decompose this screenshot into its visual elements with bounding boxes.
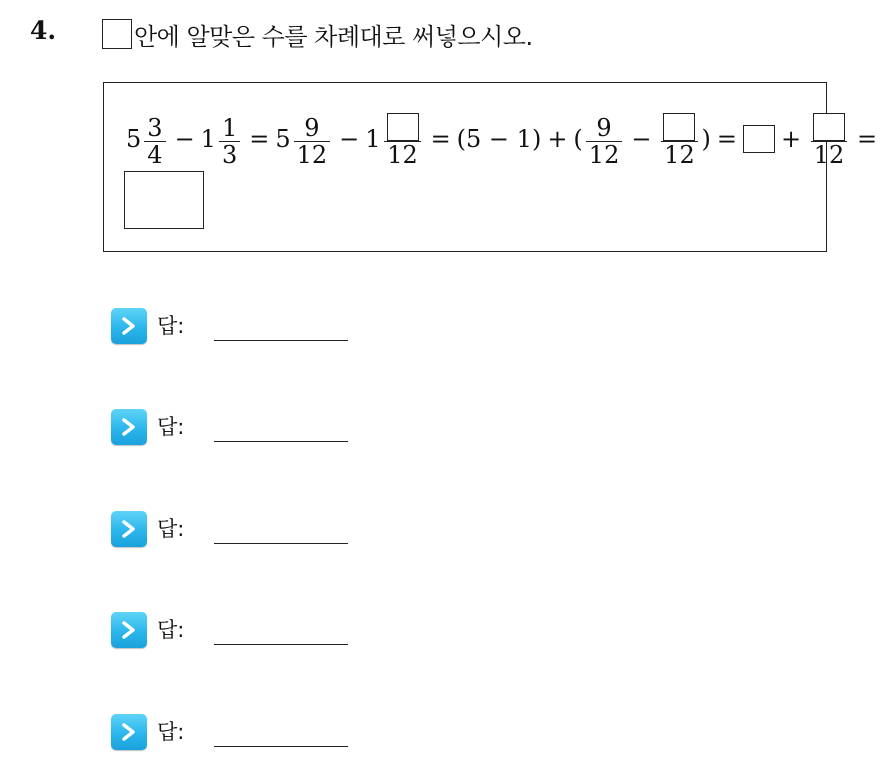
answer-label: 답: (157, 415, 185, 439)
numerator: 1 (221, 114, 238, 142)
answer-blank-large[interactable] (124, 171, 204, 229)
whole-number: 5 (126, 124, 142, 153)
answer-line[interactable] (214, 543, 348, 544)
answer-blank[interactable] (813, 113, 845, 141)
denominator: 12 (294, 141, 331, 168)
denominator: 4 (144, 141, 165, 168)
equals-sign: = (249, 124, 270, 153)
equals-sign: = (857, 124, 878, 153)
numerator: 3 (147, 114, 163, 142)
numerator (810, 109, 848, 141)
instruction-text: 안에 알맞은 수를 차례대로 써넣으시오. (134, 22, 533, 51)
answer-line[interactable] (214, 746, 348, 747)
paren-group: (5 − 1) (456, 124, 542, 153)
minus-sign: − (339, 124, 360, 153)
answer-label: 답: (157, 618, 185, 642)
answer-row (111, 511, 371, 551)
numerator: 9 (596, 114, 612, 142)
question-instruction (102, 17, 533, 51)
answer-line[interactable] (214, 441, 348, 442)
minus-sign: − (174, 124, 195, 153)
minus-sign: − (631, 124, 652, 153)
answer-row (111, 409, 371, 449)
answer-blank[interactable] (387, 113, 419, 141)
answer-line[interactable] (214, 340, 348, 341)
denominator: 12 (586, 141, 623, 168)
equation-box (103, 82, 878, 252)
left-paren: ( (573, 124, 583, 153)
answer-row (111, 612, 371, 652)
answer-line[interactable] (214, 644, 348, 645)
equation (126, 109, 883, 168)
answer-row (111, 714, 371, 754)
answer-row (111, 308, 371, 348)
answer-label: 답: (157, 720, 185, 744)
chevron-right-icon[interactable] (111, 612, 147, 648)
numerator: 9 (304, 114, 320, 142)
whole-number: 5 (275, 124, 291, 153)
answer-blank[interactable] (663, 113, 695, 141)
whole-number: 1 (200, 124, 216, 153)
chevron-right-icon[interactable] (111, 409, 147, 445)
plus-sign: + (780, 124, 802, 153)
fraction (384, 109, 422, 168)
equals-sign: = (430, 124, 451, 153)
fraction (294, 109, 331, 168)
fraction (660, 109, 698, 168)
plus-sign: + (547, 124, 568, 153)
equals-sign: = (716, 124, 737, 153)
denominator: 3 (219, 141, 240, 168)
fraction (586, 109, 623, 168)
chevron-right-icon[interactable] (111, 308, 147, 344)
fraction (810, 109, 848, 168)
question-number: 4. (30, 16, 57, 45)
whole-number: 1 (365, 124, 381, 153)
chevron-right-icon[interactable] (111, 714, 147, 750)
answer-label: 답: (157, 314, 185, 338)
denominator: 12 (811, 141, 848, 168)
right-paren: ) (701, 124, 711, 153)
blank-box-icon (102, 19, 132, 49)
numerator (660, 109, 698, 141)
numerator (384, 109, 422, 141)
answer-blank[interactable] (743, 125, 775, 153)
fraction (219, 109, 240, 168)
fraction (144, 109, 165, 168)
chevron-right-icon[interactable] (111, 511, 147, 547)
denominator: 12 (661, 141, 698, 168)
answer-label: 답: (157, 517, 185, 541)
denominator: 12 (384, 141, 421, 168)
